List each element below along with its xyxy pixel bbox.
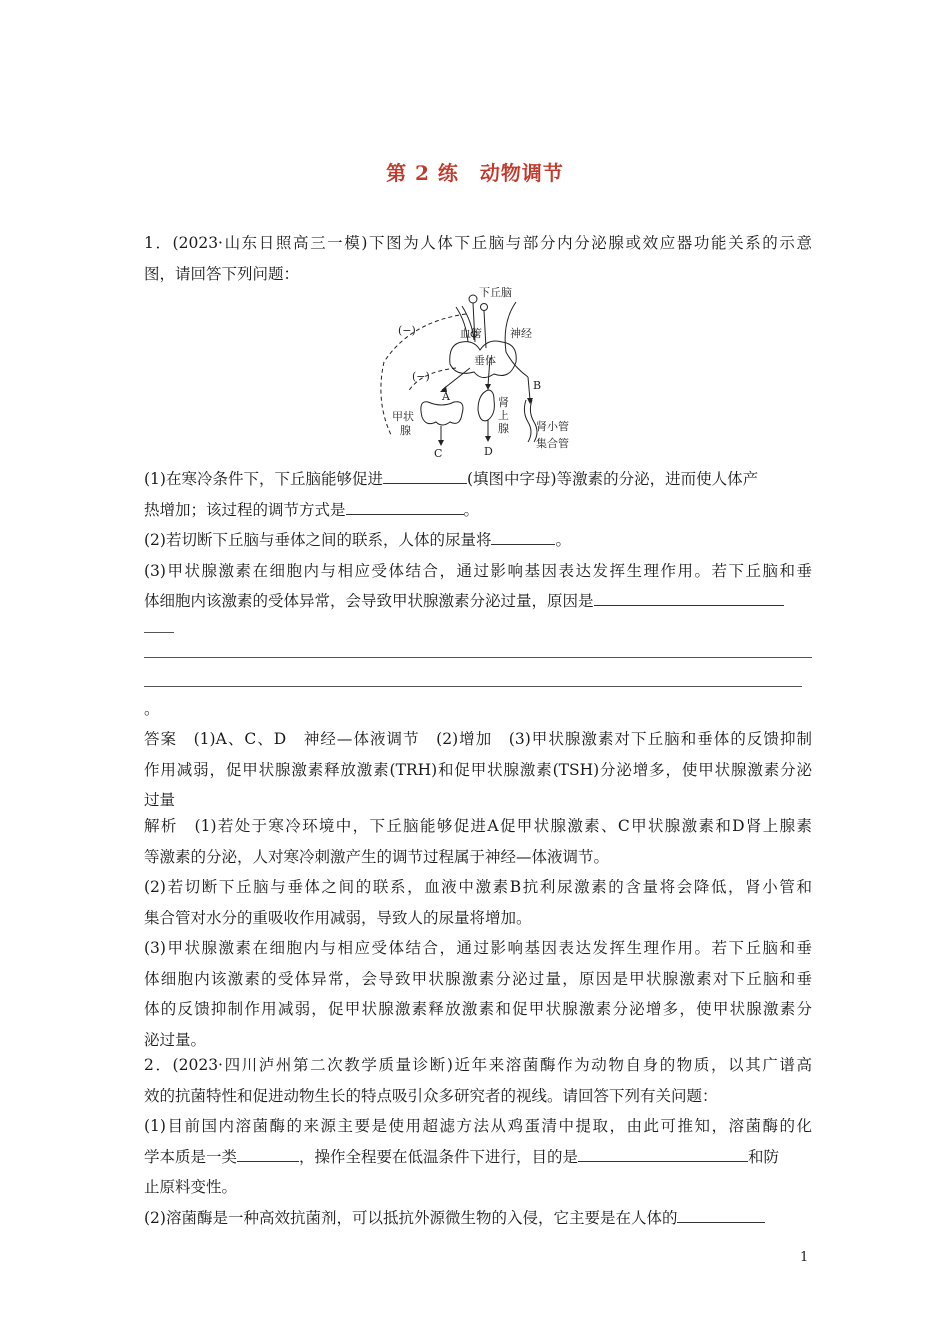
q1-s1-line2: [144, 495, 812, 526]
analysis-line: 体的反馈抑制作用减弱，促甲状腺激素释放激素和促甲状腺激素分泌增多，使甲状腺激素分: [144, 1000, 812, 1018]
answer-blank[interactable]: [578, 1145, 748, 1162]
analysis-line: (3)甲状腺激素在细胞内与相应受体结合，通过影响基因表达发挥生理作用。若下丘脑和垂: [144, 939, 812, 957]
answer-blank[interactable]: [594, 589, 784, 606]
label-neg2: (−): [412, 370, 430, 383]
q1-answer: [144, 724, 812, 816]
q2-s1-text: ，操作全程要在低温条件下进行，目的是: [299, 1147, 579, 1166]
label-thyroid: 腺: [400, 424, 411, 437]
label-thyroid: 甲状: [392, 410, 414, 423]
answer-line: 答案 (1)A、C、D 神经—体液调节 (2)增加 (3)甲状腺激素对下丘脑和垂体的反馈抑制: [144, 730, 812, 748]
q1-s2-text: (2)若切断下丘脑与垂体之间的联系，人体的尿量将: [144, 531, 492, 549]
q1-s3-end-mark: 。: [144, 700, 160, 718]
answer-blank[interactable]: [383, 467, 467, 484]
arrowhead: [485, 384, 491, 390]
q1-s1-text: 。: [463, 500, 480, 519]
page-number: 1: [800, 1250, 809, 1265]
answer-blank[interactable]: [677, 1206, 765, 1223]
q2-s1-line2: [144, 1142, 812, 1173]
tubule-line: [524, 400, 531, 442]
q2-s2-text: (2)溶菌酶是一种高效抗菌剂，可以抵抗外源微生物的入侵，它主要是在人体的: [144, 1208, 678, 1227]
q1-stem-line: 图，请回答下列问题：: [144, 264, 300, 283]
label-pituitary: 垂体: [474, 354, 496, 367]
q1-s3-line2: [144, 586, 812, 617]
q1-s2-line: [144, 525, 812, 556]
q1-s1-line1: [144, 464, 812, 495]
analysis-line: 等激素的分泌，人对寒冷刺激产生的调节过程属于神经—体液调节。: [144, 847, 610, 866]
page-title: 第 2 练 动物调节: [386, 161, 564, 185]
answer-blank[interactable]: [491, 528, 555, 545]
q1-stem-line: 1．(2023·山东日照高三一模)下图为人体下丘脑与部分内分泌腺或效应器功能关系的示意: [144, 234, 812, 252]
arrowhead: [438, 440, 444, 446]
label-neg1: (−): [398, 324, 416, 337]
answer-rule[interactable]: [144, 686, 802, 687]
q1-s3-end: [144, 694, 812, 725]
q2-s1-text: 和防: [748, 1147, 780, 1166]
label-collecting-duct: 集合管: [536, 437, 569, 450]
q2-s1-line1: (1)目前国内溶菌酶的来源主要是使用超滤方法从鸡蛋清中提取，由此可推知，溶菌酶的化: [144, 1117, 812, 1135]
thyroid-shape: [421, 402, 463, 425]
q2-s1-text: 学本质是一类: [144, 1147, 238, 1166]
answer-line: 过量: [144, 791, 176, 809]
analysis-line: 解析 (1)若处于寒冷环境中，下丘脑能够促进A促甲状腺激素、C甲状腺激素和D肾上腺素: [144, 817, 812, 835]
q1-s3-line1: (3)甲状腺激素在细胞内与相应受体结合，通过影响基因表达发挥生理作用。若下丘脑和垂: [144, 561, 812, 580]
q1-s2-text: 。: [555, 531, 571, 549]
q2-s2-line: [144, 1203, 812, 1234]
q1-stem: [144, 228, 812, 289]
diagram-svg: [370, 282, 580, 457]
q2: [144, 1050, 812, 1233]
arrow-b: [528, 377, 530, 400]
label-d: D: [484, 445, 493, 457]
neuron-body: [481, 304, 488, 311]
analysis-line: 泌过量。: [144, 1030, 207, 1049]
q1-s3-text: 体细胞内该激素的受体异常，会导致甲状腺激素分泌过量，原因是: [144, 592, 594, 610]
q2-stem-line: 2．(2023·四川泸州第二次教学质量诊断)近年来溶菌酶作为动物自身的物质，以其广谱高: [144, 1056, 812, 1074]
q1-s1-text: 热增加；该过程的调节方式是: [144, 500, 346, 519]
neuron-axon: [484, 311, 486, 348]
analysis-line: 体细胞内该激素的受体异常，会导致甲状腺激素分泌过量，原因是甲状腺激素对下丘脑和垂: [144, 969, 812, 988]
neuron-body: [469, 295, 477, 303]
arrowhead: [485, 436, 491, 442]
label-hypothalamus: 下丘脑: [479, 286, 512, 299]
label-nerve: 神经: [510, 327, 532, 340]
label-tubule: 肾小管: [536, 420, 569, 433]
adrenal-shape: [478, 390, 494, 421]
label-adrenal: 腺: [498, 422, 509, 435]
label-b: B: [533, 379, 542, 392]
answer-blank[interactable]: [237, 1145, 299, 1162]
q1-s1-text: (填图中字母)等激素的分泌，进而使人体产: [466, 470, 759, 488]
analysis-line: (2)若切断下丘脑与垂体之间的联系，血液中激素B抗利尿激素的含量将会降低，肾小管和: [144, 878, 812, 896]
q1-subquestions: [144, 464, 812, 617]
hypothalamus-diagram: [370, 282, 580, 457]
answer-blank[interactable]: [346, 498, 464, 515]
q2-stem-line: 效的抗菌特性和促进动物生长的特点吸引众多研究者的视线。请回答下列有关问题：: [144, 1086, 718, 1105]
q1-analysis: [144, 811, 812, 1055]
q2-s1-line3: 止原料变性。: [144, 1178, 238, 1196]
label-adrenal: 肾: [498, 396, 509, 409]
q1-s1-text: (1)在寒冷条件下，下丘脑能够促进: [144, 470, 383, 488]
answer-line: 作用减弱，促甲状腺激素释放激素(TRH)和促甲状腺激素(TSH)分泌增多，使甲状腺激素分泌: [144, 760, 812, 779]
answer-rule[interactable]: [144, 657, 812, 658]
label-a: A: [442, 390, 450, 403]
analysis-line: 集合管对水分的重吸收作用减弱，导致人的尿量将增加。: [144, 908, 532, 927]
label-c: C: [434, 447, 443, 457]
answer-rule[interactable]: [144, 632, 174, 633]
label-vessel: 血管: [460, 327, 482, 340]
label-adrenal: 上: [498, 409, 509, 422]
